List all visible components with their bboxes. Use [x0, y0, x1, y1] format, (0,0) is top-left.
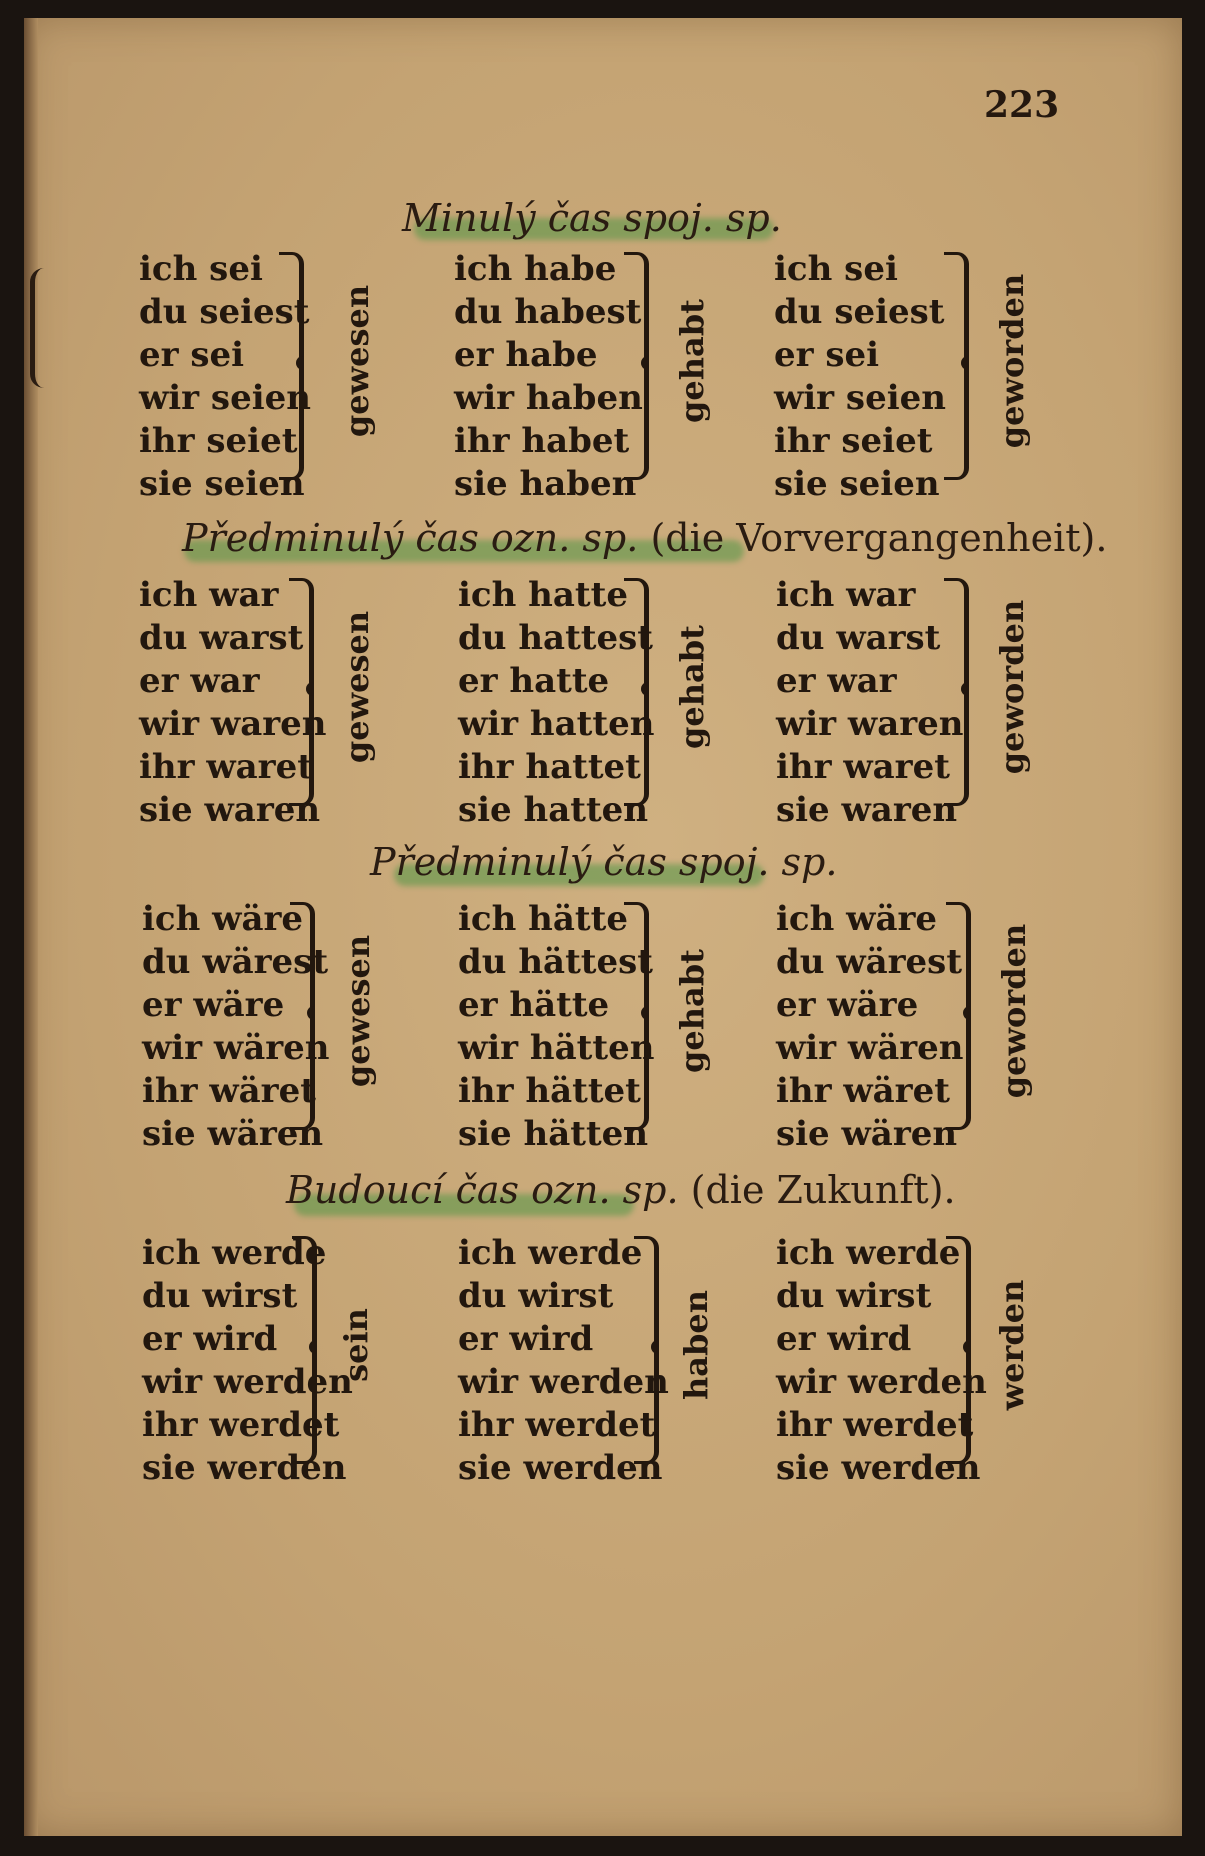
column-sein	[142, 1232, 462, 1488]
conjugation-line: ich werde	[776, 1233, 961, 1273]
book-page	[24, 18, 1182, 1836]
column-sein	[142, 898, 462, 1154]
conjugation-line: er war	[776, 661, 897, 701]
conjugation-line: er wird	[458, 1319, 594, 1359]
brace	[944, 578, 969, 806]
conjugation-line: wir hätten	[458, 1028, 655, 1068]
conjugation-line: er war	[139, 661, 260, 701]
auxiliary-participle: gehabt	[673, 625, 711, 749]
conjugation-line: er wäre	[776, 985, 919, 1025]
page-number: 223	[984, 84, 1060, 126]
column-werden	[776, 898, 1096, 1154]
brace	[624, 578, 649, 806]
auxiliary-participle: geworden	[993, 273, 1031, 449]
conjugation-line: ihr werdet	[142, 1405, 340, 1445]
conjugation-line: sie werden	[776, 1448, 981, 1488]
brace	[279, 252, 304, 480]
auxiliary-infinitive: sein	[337, 1308, 375, 1382]
conjugation-line: du habest	[454, 292, 642, 332]
conjugation-line: er hatte	[458, 661, 610, 701]
section-heading	[286, 1168, 956, 1212]
conjugation-line: wir seien	[139, 378, 311, 418]
conjugation-line: du wärest	[142, 942, 329, 982]
conjugation-line: er habe	[454, 335, 598, 375]
conjugation-line: er wird	[776, 1319, 912, 1359]
conjugation-line: er sei	[139, 335, 245, 375]
conjugation-line: du seiest	[139, 292, 310, 332]
section-heading	[182, 516, 1107, 560]
heading-czech: Minulý čas spoj. sp.	[402, 196, 782, 240]
conjugation-line: ihr hattet	[458, 747, 641, 787]
column-haben	[458, 1232, 778, 1488]
conjugation-line: wir werden	[776, 1362, 987, 1402]
auxiliary-participle: gehabt	[673, 949, 711, 1073]
conjugation-line: wir waren	[139, 704, 327, 744]
conjugation-line: ihr seiet	[774, 421, 933, 461]
conjugation-line: wir waren	[776, 704, 964, 744]
conjugation-line: ihr seiet	[139, 421, 298, 461]
conjugation-line: er hätte	[458, 985, 610, 1025]
conjugation-line: sie werden	[458, 1448, 663, 1488]
conjugation-line: ich hatte	[458, 575, 628, 615]
conjugation-line: sie haben	[454, 464, 637, 504]
conjugation-line: ihr habet	[454, 421, 630, 461]
conjugation-line: wir hatten	[458, 704, 655, 744]
conjugation-line: du hättest	[458, 942, 653, 982]
conjugation-line: sie wären	[776, 1114, 958, 1154]
conjugation-line: du seiest	[774, 292, 945, 332]
conjugation-line: du wirst	[776, 1276, 932, 1316]
conjugation-line: ich werde	[458, 1233, 643, 1273]
auxiliary-participle: gehabt	[673, 299, 711, 423]
conjugation-line: du wirst	[458, 1276, 614, 1316]
conjugation-line: ich hätte	[458, 899, 628, 939]
conjugation-line: er wäre	[142, 985, 285, 1025]
conjugation-line: sie werden	[142, 1448, 347, 1488]
heading-czech: Budoucí čas ozn. sp.	[286, 1168, 679, 1212]
conjugation-line: ich sei	[139, 249, 263, 289]
heading-german: (die Vorvergangenheit).	[650, 516, 1108, 560]
conjugation-line: wir werden	[142, 1362, 353, 1402]
conjugation-line: ich werde	[142, 1233, 327, 1273]
conjugation-line: ihr werdet	[776, 1405, 974, 1445]
conjugation-line: wir werden	[458, 1362, 669, 1402]
column-werden	[776, 574, 1096, 830]
conjugation-line: du wärest	[776, 942, 963, 982]
column-haben	[458, 574, 778, 830]
auxiliary-participle: gewesen	[338, 284, 376, 438]
conjugation-line: wir wären	[142, 1028, 330, 1068]
conjugation-line: ihr waret	[776, 747, 950, 787]
conjugation-line: ihr werdet	[458, 1405, 656, 1445]
conjugation-line: sie waren	[776, 790, 958, 830]
column-sein	[139, 574, 459, 830]
brace	[624, 252, 649, 480]
conjugation-line: sie hätten	[458, 1114, 649, 1154]
brace	[292, 1236, 317, 1464]
conjugation-line: ich habe	[454, 249, 617, 289]
brace	[944, 252, 969, 480]
conjugation-line: ihr waret	[139, 747, 313, 787]
conjugation-line: ich war	[139, 575, 279, 615]
auxiliary-infinitive: werden	[993, 1279, 1031, 1411]
conjugation-line: wir haben	[454, 378, 643, 418]
conjugation-line: er sei	[774, 335, 880, 375]
brace	[946, 1236, 971, 1464]
conjugation-line: du warst	[776, 618, 941, 658]
conjugation-line: sie waren	[139, 790, 321, 830]
conjugation-line: ich sei	[774, 249, 898, 289]
section-heading	[370, 840, 837, 884]
conjugation-line: ihr hättet	[458, 1071, 641, 1111]
conjugation-line: wir wären	[776, 1028, 964, 1068]
column-sein	[139, 248, 459, 504]
brace	[624, 902, 649, 1130]
brace	[290, 902, 315, 1130]
conjugation-line: du hattest	[458, 618, 653, 658]
conjugation-line: sie seien	[139, 464, 305, 504]
auxiliary-participle: geworden	[993, 599, 1031, 775]
conjugation-line: sie wären	[142, 1114, 324, 1154]
conjugation-line: sie hatten	[458, 790, 649, 830]
column-werden	[776, 1232, 1096, 1488]
heading-german: (die Zukunft).	[690, 1168, 956, 1212]
heading-czech: Předminulý čas spoj. sp.	[370, 840, 838, 884]
conjugation-line: du warst	[139, 618, 304, 658]
section-heading	[402, 196, 782, 240]
conjugation-line: ich wäre	[142, 899, 304, 939]
conjugation-line: ich war	[776, 575, 916, 615]
conjugation-line: ihr wäret	[142, 1071, 316, 1111]
conjugation-line: wir seien	[774, 378, 946, 418]
conjugation-line: ich wäre	[776, 899, 938, 939]
conjugation-line: ihr wäret	[776, 1071, 950, 1111]
column-haben	[458, 898, 778, 1154]
auxiliary-participle: gewesen	[339, 934, 377, 1088]
brace	[634, 1236, 659, 1464]
pencil-mark	[30, 268, 57, 388]
auxiliary-infinitive: haben	[677, 1290, 715, 1400]
heading-czech: Předminulý čas ozn. sp.	[182, 516, 639, 560]
column-werden	[774, 248, 1094, 504]
column-haben	[454, 248, 774, 504]
brace	[946, 902, 971, 1130]
conjugation-line: er wird	[142, 1319, 278, 1359]
auxiliary-participle: gewesen	[338, 610, 376, 764]
conjugation-line: du wirst	[142, 1276, 298, 1316]
conjugation-line: sie seien	[774, 464, 940, 504]
brace	[289, 578, 314, 806]
auxiliary-participle: geworden	[995, 923, 1033, 1099]
